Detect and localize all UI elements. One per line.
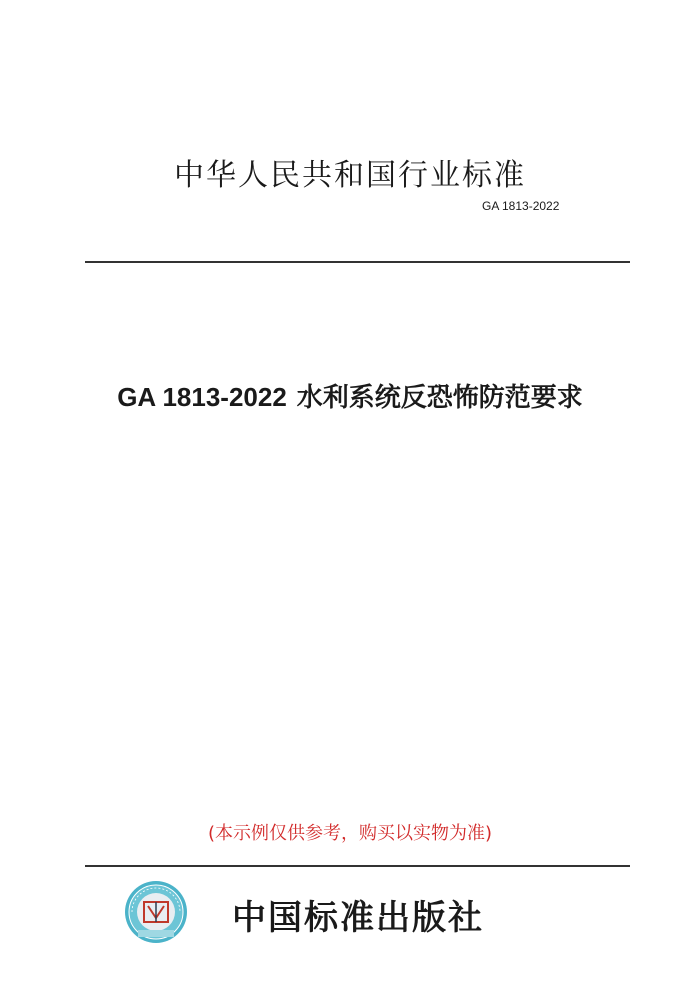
document-title — [0, 377, 700, 414]
publisher-name: 中国标准出版社 — [232, 898, 484, 938]
bottom-divider — [85, 865, 630, 867]
standard-number: GA 1813-2022 — [482, 199, 560, 213]
document-code: GA 1813-2022 — [117, 382, 287, 412]
sample-notice: (本示例仅供参考，购买以实物为准) — [207, 823, 493, 844]
issuing-authority-title: 中华人民共和国行业标准 — [174, 158, 526, 193]
top-divider — [85, 261, 630, 263]
quality-seal-icon — [124, 880, 188, 944]
document-title-text: 水利系统反恐怖防范要求 — [296, 383, 583, 413]
